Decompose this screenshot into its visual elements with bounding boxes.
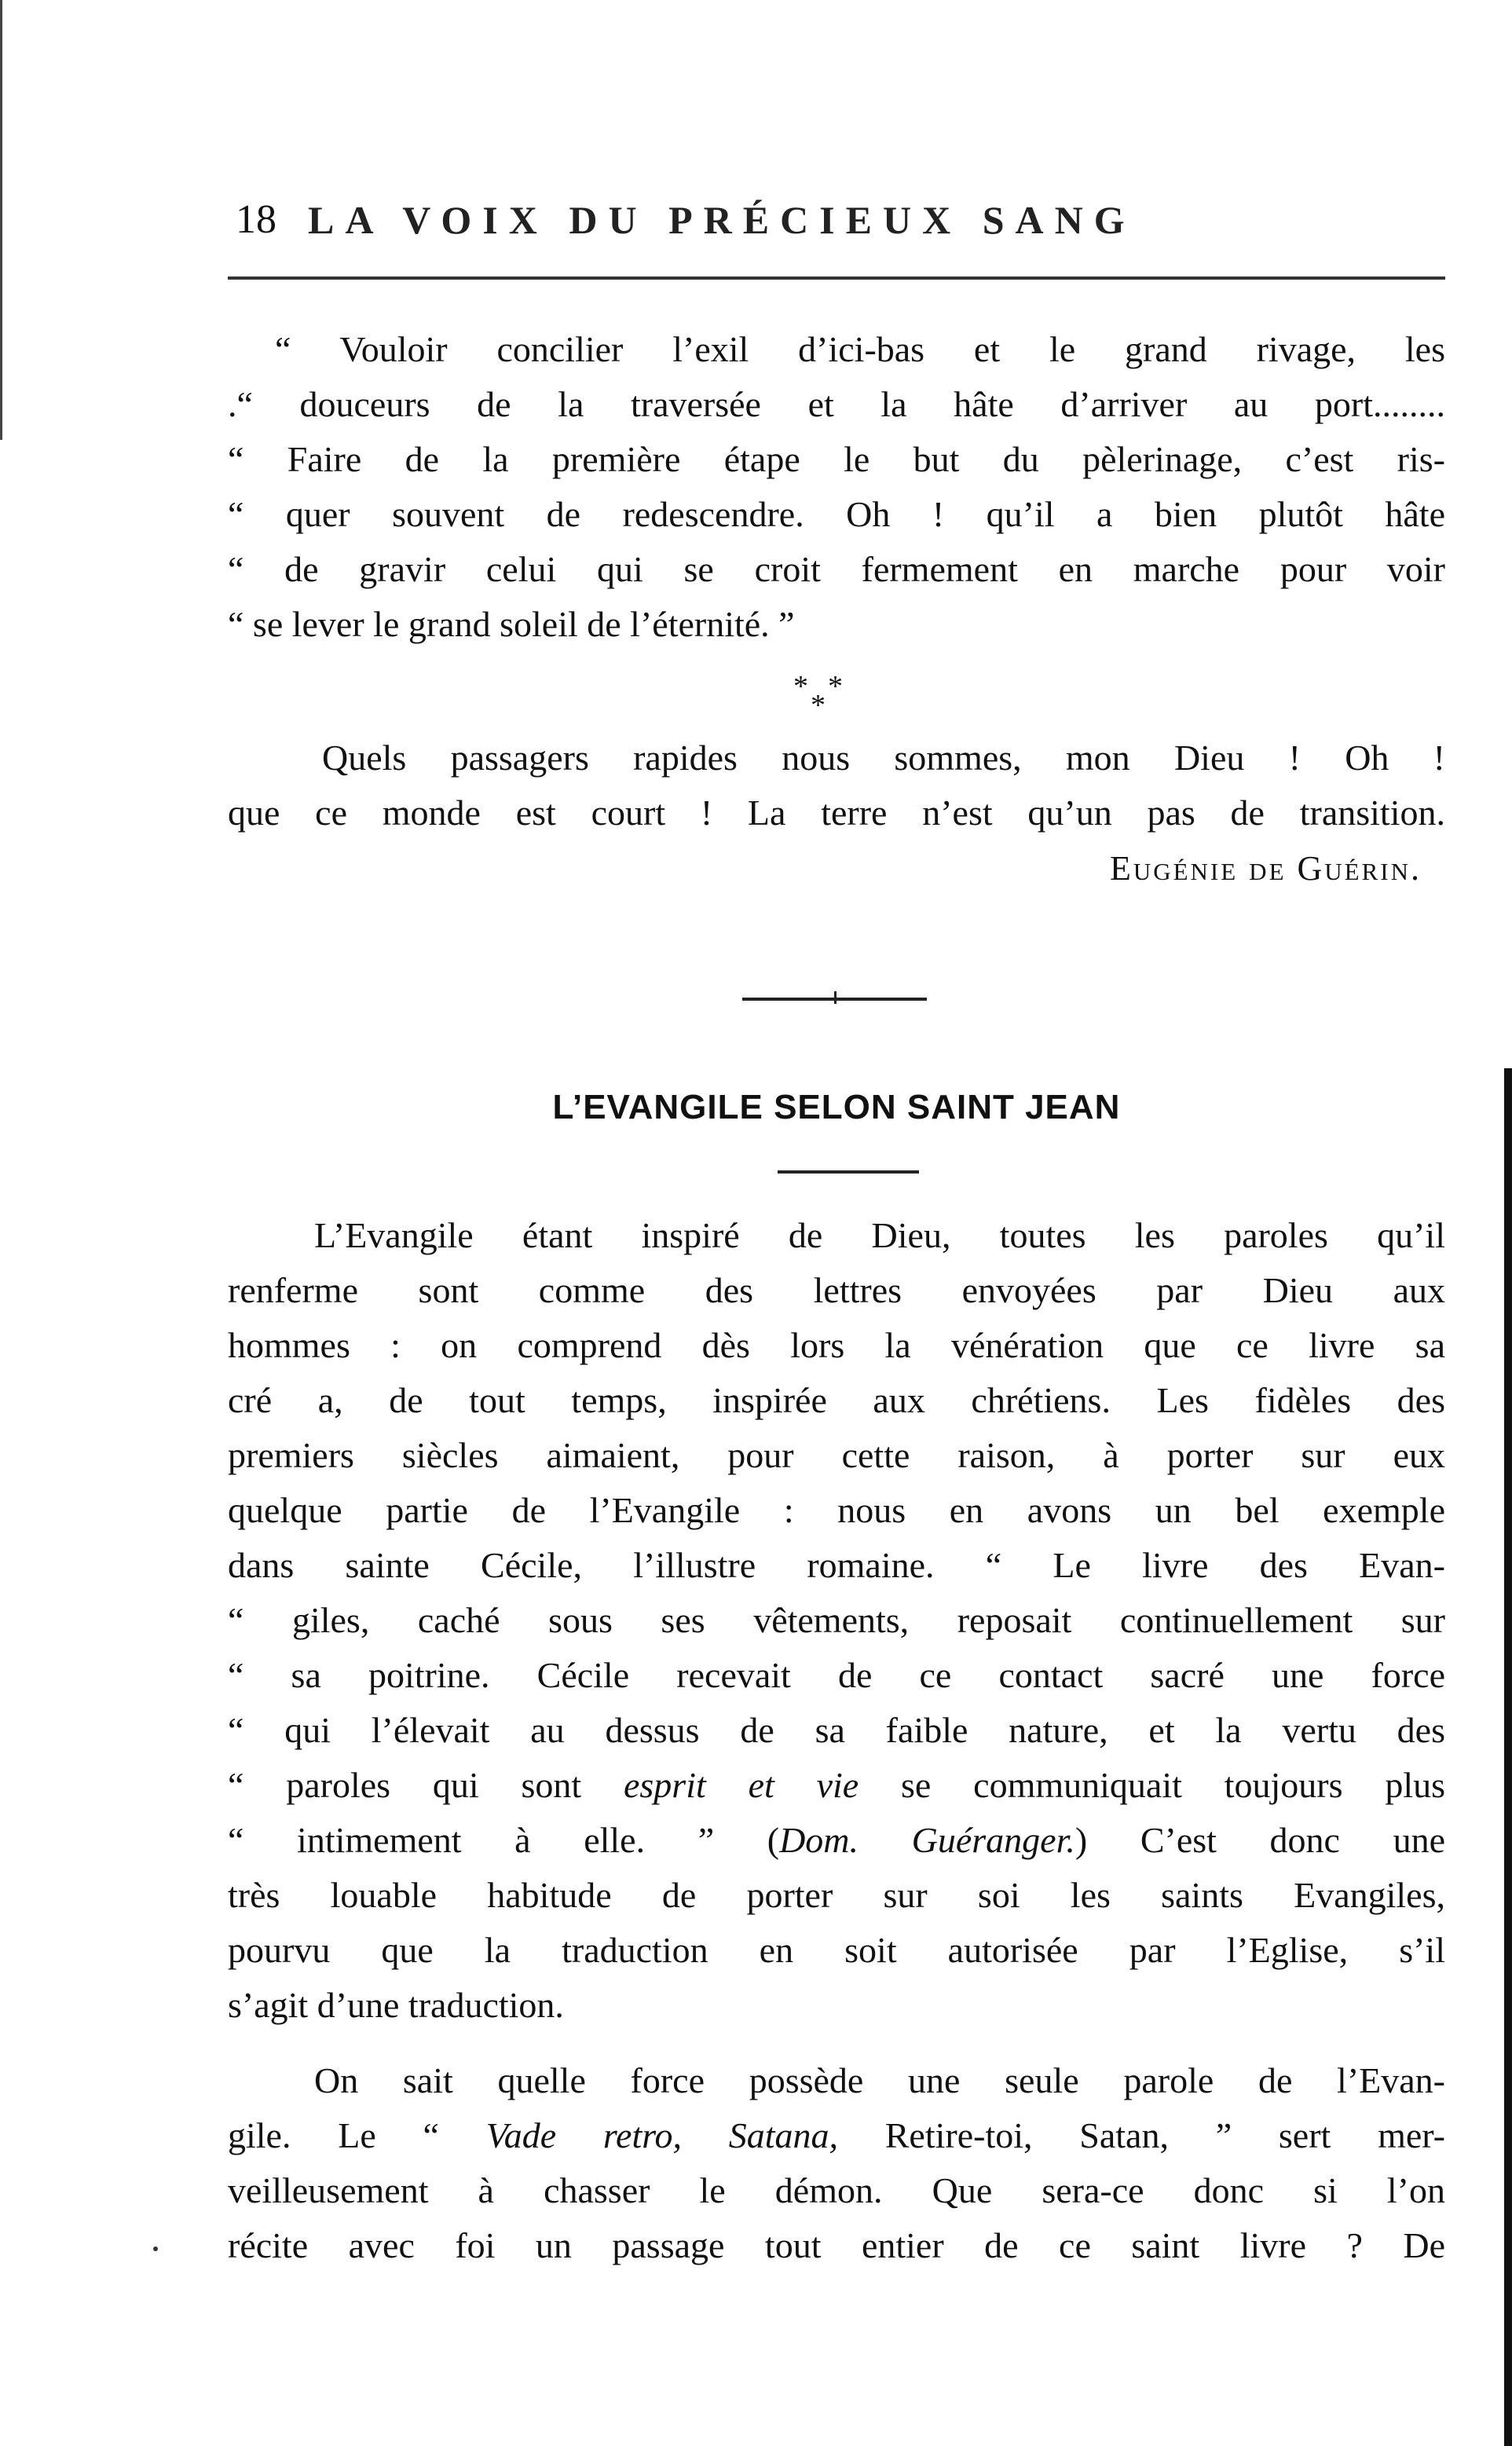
- body-line: veilleusement à chasser le démon. Que sera-ce donc si l’on: [228, 2170, 1445, 2210]
- section-title: L’EVANGILE SELON SAINT JEAN: [552, 1088, 1121, 1126]
- quote-line: “ de gravir celui qui se croit fermement en marche pour voir: [228, 549, 1445, 589]
- body-line: “ sa poitrine. Cécile recevait de ce contact sacré une force: [228, 1655, 1445, 1695]
- passage-line: Quels passagers rapides nous sommes, mon Dieu ! Oh !: [322, 738, 1445, 778]
- asterism-star: *: [811, 689, 826, 722]
- margin-dot: [153, 2246, 158, 2251]
- body-line: dans sainte Cécile, l’illustre romaine. “ Le livre des Evan-: [228, 1545, 1445, 1585]
- body-line: [228, 2108, 1445, 2163]
- body-line: L’Evangile étant inspiré de Dieu, toutes les paroles qu’il: [314, 1215, 1445, 1255]
- paragraph-gap: [228, 2033, 1445, 2053]
- body-text-run: “ intimement à elle. ” (: [228, 1820, 780, 1860]
- body-line: “ giles, caché sous ses vêtements, reposait continuellement sur: [228, 1600, 1445, 1640]
- scan-edge-left: [0, 0, 13, 440]
- body-line: cré a, de tout temps, inspirée aux chrétiens. Les fidèles des: [228, 1380, 1445, 1420]
- quote-line: “ se lever le grand soleil de l’éternité. ”: [228, 604, 795, 644]
- running-header: [236, 189, 1445, 251]
- author-signature: Eugénie de Guérin.: [1109, 849, 1422, 888]
- body-text-run: se communiquait toujours plus: [859, 1765, 1446, 1805]
- body-line: récite avec foi un passage tout entier de ce saint livre ? De: [228, 2225, 1445, 2265]
- quote-line: .“ douceurs de la traversée et la hâte d’arriver au port........: [228, 384, 1445, 424]
- quote-line: “ quer souvent de redescendre. Oh ! qu’il a bien plutôt hâte: [228, 494, 1445, 534]
- body-line: s’agit d’une traduction.: [228, 1985, 564, 2025]
- body-text-run: gile. Le “: [228, 2115, 486, 2155]
- quote-line: “ Vouloir concilier l’exil d’ici-bas et le grand rivage, les: [275, 329, 1445, 369]
- body-text-run: ) C’est donc une: [1075, 1820, 1445, 1860]
- section-divider-tick: [834, 991, 837, 1004]
- body-line: On sait quelle force possède une seule parole de l’Evan-: [314, 2060, 1445, 2100]
- latin-phrase: Vade retro, Satana,: [485, 2115, 838, 2155]
- body-line: quelque partie de l’Evangile : nous en avons un bel exemple: [228, 1490, 1445, 1530]
- citation-author: Dom. Guéranger.: [779, 1820, 1075, 1860]
- running-title: LA VOIX DU PRÉCIEUX SANG: [308, 198, 1136, 242]
- passage-block: [228, 731, 1445, 840]
- body-line: renferme sont comme des lettres envoyées par Dieu aux: [228, 1270, 1445, 1310]
- asterism-star: *: [828, 670, 843, 703]
- scan-edge-right: [1493, 1068, 1512, 2446]
- italic-phrase: esprit et vie: [623, 1765, 859, 1805]
- body-line: pourvu que la traduction en soit autorisée par l’Eglise, s’il: [228, 1930, 1445, 1970]
- body-text: [228, 1208, 1445, 2273]
- quote-line: “ Faire de la première étape le but du pèlerinage, c’est ris-: [228, 439, 1445, 479]
- body-line: premiers siècles aimaient, pour cette raison, à porter sur eux: [228, 1435, 1445, 1475]
- body-line: [228, 1758, 1445, 1813]
- page-number: 18: [236, 197, 276, 242]
- body-line: “ qui l’élevait au dessus de sa faible nature, et la vertu des: [228, 1710, 1445, 1750]
- header-rule: [228, 276, 1445, 280]
- passage-line: que ce monde est court ! La terre n’est qu’un pas de transition.: [228, 793, 1445, 833]
- body-text-run: “ paroles qui sont: [228, 1765, 624, 1805]
- body-line: hommes : on comprend dès lors la vénération que ce livre sa: [228, 1325, 1445, 1365]
- title-rule: [778, 1170, 919, 1174]
- asterism: [793, 670, 856, 722]
- asterism-star: *: [793, 670, 808, 703]
- quote-block: [228, 322, 1445, 652]
- body-text-run: Retire-toi, Satan, ” sert mer-: [837, 2115, 1445, 2155]
- body-line: [228, 1813, 1445, 1868]
- body-line: très louable habitude de porter sur soi les saints Evangiles,: [228, 1875, 1445, 1915]
